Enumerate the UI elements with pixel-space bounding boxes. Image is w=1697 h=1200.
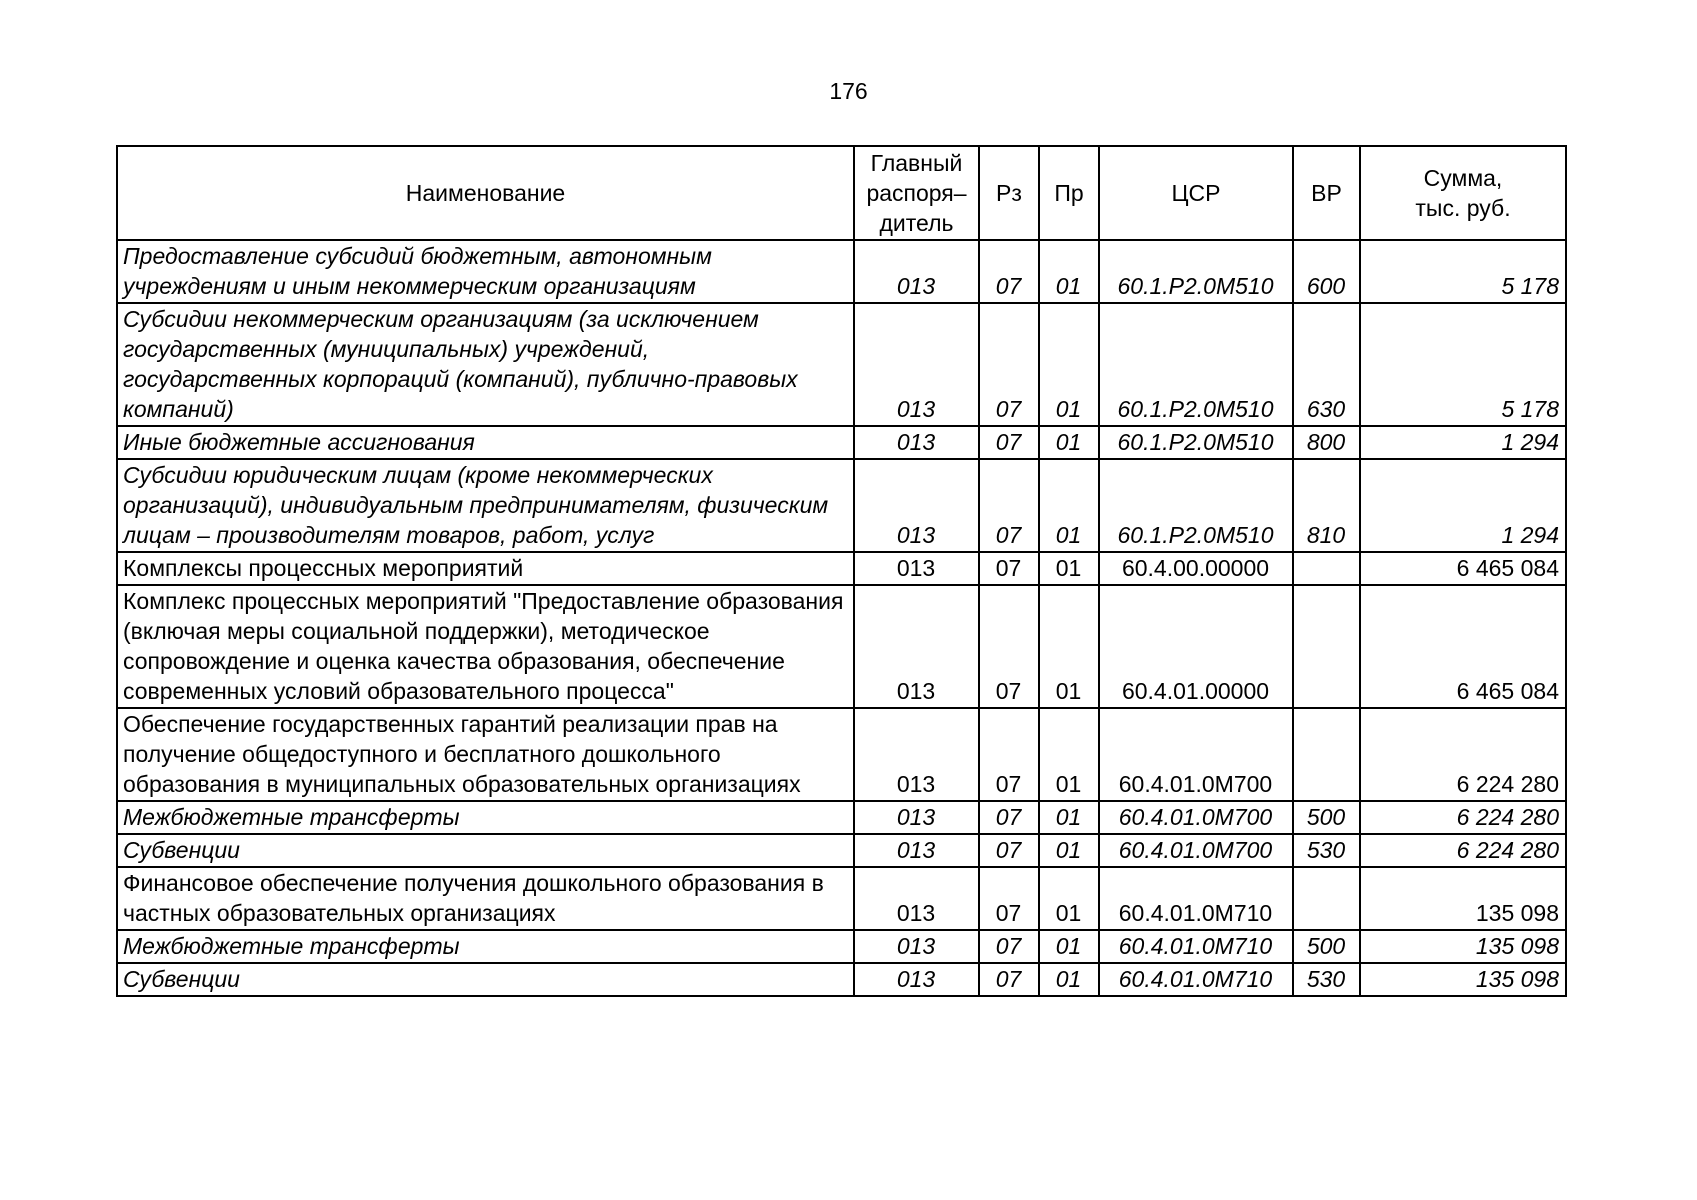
cell-pr: 01 [1039,240,1099,303]
cell-vr: 500 [1293,930,1360,963]
cell-sum: 6 224 280 [1360,708,1566,801]
header-pr: Пр [1039,146,1099,240]
table-header-row [117,146,1566,240]
cell-pr: 01 [1039,801,1099,834]
cell-sum: 6 224 280 [1360,801,1566,834]
cell-glav: 013 [854,867,979,930]
table-row [117,834,1566,867]
header-name: Наименование [117,146,854,240]
cell-vr: 530 [1293,834,1360,867]
cell-name: Предоставление субсидий бюджетным, автономным учреждениям и иным некоммерческим организациям [117,240,854,303]
cell-pr: 01 [1039,459,1099,552]
table-row [117,426,1566,459]
cell-rz: 07 [979,930,1039,963]
cell-sum: 6 465 084 [1360,585,1566,708]
cell-pr: 01 [1039,303,1099,426]
cell-name: Финансовое обеспечение получения дошкольного образования в частных образовательных организациях [117,867,854,930]
cell-vr: 630 [1293,303,1360,426]
header-csr: ЦСР [1099,146,1293,240]
cell-sum: 135 098 [1360,930,1566,963]
table-row [117,867,1566,930]
cell-name: Комплекс процессных мероприятий "Предоставление образования (включая меры социальной поддержки), методическое сопровождение и оценка качества образования, обеспечение современных условий образовательного процесса" [117,585,854,708]
table-row [117,708,1566,801]
cell-vr: 530 [1293,963,1360,996]
cell-name: Субвенции [117,834,854,867]
cell-rz: 07 [979,303,1039,426]
table-row [117,459,1566,552]
cell-rz: 07 [979,708,1039,801]
table-row [117,963,1566,996]
cell-glav: 013 [854,834,979,867]
cell-vr [1293,867,1360,930]
table-row [117,303,1566,426]
cell-vr: 810 [1293,459,1360,552]
cell-rz: 07 [979,867,1039,930]
cell-rz: 07 [979,240,1039,303]
table-row [117,801,1566,834]
cell-name: Межбюджетные трансферты [117,930,854,963]
cell-name: Субсидии юридическим лицам (кроме некоммерческих организаций), индивидуальным предпринимателям, физическим лицам – производителям товаров, работ, услуг [117,459,854,552]
header-glav: Главный распоря– дитель [854,146,979,240]
cell-vr: 500 [1293,801,1360,834]
table-row [117,585,1566,708]
cell-sum: 6 465 084 [1360,552,1566,585]
cell-vr [1293,552,1360,585]
table-row [117,552,1566,585]
cell-name: Субвенции [117,963,854,996]
cell-sum: 5 178 [1360,240,1566,303]
cell-vr: 600 [1293,240,1360,303]
cell-csr: 60.1.Р2.0М510 [1099,426,1293,459]
cell-sum: 1 294 [1360,459,1566,552]
cell-csr: 60.1.Р2.0М510 [1099,240,1293,303]
table-body [117,240,1566,996]
cell-pr: 01 [1039,426,1099,459]
cell-glav: 013 [854,930,979,963]
cell-name: Иные бюджетные ассигнования [117,426,854,459]
cell-csr: 60.4.01.0М700 [1099,801,1293,834]
cell-pr: 01 [1039,834,1099,867]
header-vr: ВР [1293,146,1360,240]
cell-csr: 60.1.Р2.0М510 [1099,459,1293,552]
cell-csr: 60.4.01.0М700 [1099,834,1293,867]
header-sum: Сумма, тыс. руб. [1360,146,1566,240]
cell-glav: 013 [854,552,979,585]
cell-glav: 013 [854,708,979,801]
header-rz: Рз [979,146,1039,240]
cell-csr: 60.4.01.0М700 [1099,708,1293,801]
cell-glav: 013 [854,240,979,303]
cell-glav: 013 [854,963,979,996]
cell-glav: 013 [854,426,979,459]
budget-table [116,145,1567,997]
cell-glav: 013 [854,585,979,708]
cell-rz: 07 [979,834,1039,867]
cell-sum: 6 224 280 [1360,834,1566,867]
cell-glav: 013 [854,801,979,834]
cell-pr: 01 [1039,585,1099,708]
cell-rz: 07 [979,552,1039,585]
cell-rz: 07 [979,801,1039,834]
cell-sum: 5 178 [1360,303,1566,426]
cell-csr: 60.4.01.00000 [1099,585,1293,708]
cell-sum: 1 294 [1360,426,1566,459]
cell-vr [1293,708,1360,801]
cell-pr: 01 [1039,867,1099,930]
cell-rz: 07 [979,585,1039,708]
cell-name: Субсидии некоммерческим организациям (за исключением государственных (муниципальных) учреждений, государственных корпораций (компаний), публично-правовых компаний) [117,303,854,426]
cell-csr: 60.4.01.0М710 [1099,930,1293,963]
table-row [117,930,1566,963]
cell-pr: 01 [1039,963,1099,996]
cell-pr: 01 [1039,930,1099,963]
cell-vr: 800 [1293,426,1360,459]
cell-vr [1293,585,1360,708]
cell-name: Комплексы процессных мероприятий [117,552,854,585]
cell-csr: 60.4.00.00000 [1099,552,1293,585]
cell-pr: 01 [1039,708,1099,801]
cell-rz: 07 [979,963,1039,996]
cell-csr: 60.1.Р2.0М510 [1099,303,1293,426]
cell-pr: 01 [1039,552,1099,585]
cell-name: Межбюджетные трансферты [117,801,854,834]
table-row [117,240,1566,303]
cell-rz: 07 [979,459,1039,552]
cell-glav: 013 [854,303,979,426]
cell-sum: 135 098 [1360,963,1566,996]
page-number: 176 [829,78,868,104]
cell-sum: 135 098 [1360,867,1566,930]
cell-name: Обеспечение государственных гарантий реализации прав на получение общедоступного и бесплатного дошкольного образования в муниципальных образовательных организациях [117,708,854,801]
cell-glav: 013 [854,459,979,552]
cell-csr: 60.4.01.0М710 [1099,963,1293,996]
cell-rz: 07 [979,426,1039,459]
cell-csr: 60.4.01.0М710 [1099,867,1293,930]
